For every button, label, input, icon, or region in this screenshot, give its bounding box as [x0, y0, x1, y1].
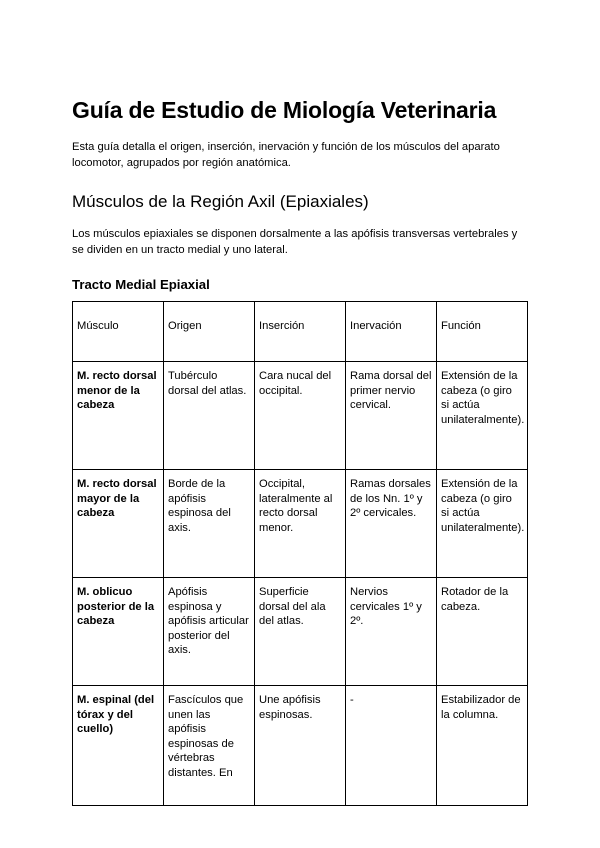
cell-insertion: Superficie dorsal del ala del atlas.	[255, 578, 346, 686]
page-title: Guía de Estudio de Miología Veterinaria	[72, 97, 497, 123]
section-heading: Músculos de la Región Axil (Epiaxiales)	[72, 192, 369, 211]
header-insertion: Inserción	[255, 302, 346, 362]
cell-muscle: M. oblicuo posterior de la cabeza	[73, 578, 164, 686]
header-innervation: Inervación	[346, 302, 437, 362]
subsection-heading: Tracto Medial Epiaxial	[72, 277, 210, 292]
muscle-table	[72, 301, 528, 806]
cell-origin: Borde de la apófisis espinosa del axis.	[164, 470, 255, 578]
cell-origin: Apófisis espinosa y apófisis articular posterior del axis.	[164, 578, 255, 686]
cell-innervation: -	[346, 686, 437, 806]
cell-innervation: Ramas dorsales de los Nn. 1º y 2º cervicales.	[346, 470, 437, 578]
cell-function: Extensión de la cabeza (o giro si actúa unilateralmente).	[437, 470, 528, 578]
cell-insertion: Occipital, lateralmente al recto dorsal menor.	[255, 470, 346, 578]
cell-function: Extensión de la cabeza (o giro si actúa unilateralmente).	[437, 362, 528, 470]
cell-muscle: M. espinal (del tórax y del cuello)	[73, 686, 164, 806]
cell-origin	[164, 686, 255, 806]
cell-origin-text: Fascículos que unen las apófisis espinosas de vértebras distantes. En	[168, 694, 244, 779]
cell-innervation: Rama dorsal del primer nervio cervical.	[346, 362, 437, 470]
table-header-row	[73, 302, 528, 362]
header-origin: Origen	[164, 302, 255, 362]
header-function: Función	[437, 302, 528, 362]
table-row	[73, 470, 528, 578]
cell-muscle: M. recto dorsal mayor de la cabeza	[73, 470, 164, 578]
cell-function: Estabilizador de la columna.	[437, 686, 528, 806]
table-row	[73, 578, 528, 686]
section-intro-paragraph: Los músculos epiaxiales se disponen dorsalmente a las apófisis transversas vertebrales y se dividen en un tracto medial y uno lateral.	[72, 228, 518, 256]
intro-paragraph: Esta guía detalla el origen, inserción, inervación y función de los músculos del aparato locomotor, agrupados por región anatómica.	[72, 141, 500, 169]
cell-insertion: Une apófisis espinosas.	[255, 686, 346, 806]
cell-insertion: Cara nucal del occipital.	[255, 362, 346, 470]
table-row	[73, 686, 528, 806]
document-page	[72, 96, 528, 806]
cell-origin: Tubérculo dorsal del atlas.	[164, 362, 255, 470]
cell-muscle: M. recto dorsal menor de la cabeza	[73, 362, 164, 470]
header-muscle: Músculo	[73, 302, 164, 362]
table-row	[73, 362, 528, 470]
cell-function: Rotador de la cabeza.	[437, 578, 528, 686]
cell-innervation: Nervios cervicales 1º y 2º.	[346, 578, 437, 686]
